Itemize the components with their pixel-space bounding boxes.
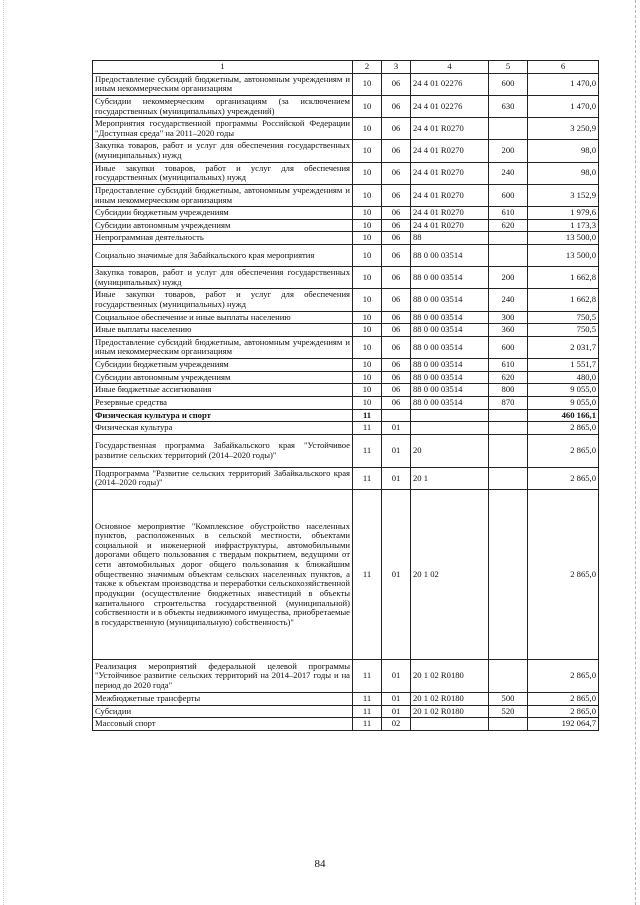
cell-c2: 10 [353,311,382,324]
cell-c3: 01 [382,693,411,706]
cell-name: Физическая культура и спорт [93,409,353,422]
cell-c2: 10 [353,219,382,232]
cell-name: Иные выплаты населению [93,324,353,337]
cell-c3: 01 [382,705,411,718]
table-row [93,162,599,184]
cell-c6: 1 979,6 [528,207,599,220]
cell-c2: 10 [353,396,382,409]
cell-name: Предоставление субсидий бюджетным, автономным учреждениям и иным некоммерческим организациям [93,336,353,358]
cell-c4: 88 0 00 03514 [411,245,489,267]
cell-c3: 01 [382,660,411,693]
table-row [93,409,599,422]
cell-c4: 20 1 02 R0180 [411,693,489,706]
cell-c5: 870 [489,396,528,409]
cell-c3: 06 [382,371,411,384]
table-row [93,118,599,140]
cell-c5: 240 [489,289,528,311]
cell-c5: 610 [489,359,528,372]
cell-c3: 06 [382,267,411,289]
cell-c6: 1 662,8 [528,289,599,311]
cell-c6: 2 031,7 [528,336,599,358]
cell-c2: 10 [353,336,382,358]
cell-c6: 2 865,0 [528,422,599,435]
cell-c6: 9 055,0 [528,384,599,397]
cell-c2: 10 [353,371,382,384]
cell-c5: 610 [489,207,528,220]
cell-c3: 06 [382,336,411,358]
cell-name: Межбюджетные трансферты [93,693,353,706]
cell-c2: 11 [353,434,382,467]
cell-c4: 24 4 01 R0270 [411,118,489,140]
cell-c5: 300 [489,311,528,324]
cell-c2: 10 [353,324,382,337]
cell-c5: 200 [489,267,528,289]
table-row [93,73,599,95]
cell-c6: 13 500,0 [528,245,599,267]
table-row [93,267,599,289]
cell-c3: 06 [382,95,411,117]
cell-name: Субсидии [93,705,353,718]
table-row [93,324,599,337]
cell-c2: 10 [353,384,382,397]
cell-name: Субсидии автономным учреждениям [93,219,353,232]
cell-c3: 06 [382,245,411,267]
cell-name: Субсидии бюджетным учреждениям [93,359,353,372]
header-col-6: 6 [528,61,599,74]
cell-c4: 88 0 00 03514 [411,336,489,358]
cell-name: Закупка товаров, работ и услуг для обеспечения государственных (муниципальных) нужд [93,267,353,289]
cell-c3: 02 [382,718,411,731]
cell-c5: 600 [489,73,528,95]
cell-c6: 2 865,0 [528,434,599,467]
cell-c4: 88 0 00 03514 [411,384,489,397]
cell-c2: 11 [353,467,382,489]
cell-c2: 10 [353,359,382,372]
page-number: 84 [314,858,326,870]
header-col-4: 4 [411,61,489,74]
table-row [93,232,599,245]
cell-c2: 10 [353,267,382,289]
cell-c4: 24 4 01 R0270 [411,184,489,206]
header-col-5: 5 [489,61,528,74]
table-row [93,289,599,311]
cell-c6: 750,5 [528,324,599,337]
cell-c5 [489,467,528,489]
cell-c4 [411,718,489,731]
cell-name: Физическая культура [93,422,353,435]
scan-edge-left [3,0,4,905]
table-row [93,219,599,232]
cell-c4: 88 0 00 03514 [411,396,489,409]
cell-c2: 10 [353,289,382,311]
cell-c4: 20 1 02 R0180 [411,660,489,693]
cell-c6: 480,0 [528,371,599,384]
cell-c6: 3 152,9 [528,184,599,206]
cell-c2: 10 [353,207,382,220]
table-row [93,384,599,397]
cell-c5: 600 [489,184,528,206]
cell-c3: 06 [382,140,411,162]
cell-c3 [382,409,411,422]
cell-c3: 06 [382,232,411,245]
cell-c2: 11 [353,718,382,731]
table-row [93,95,599,117]
cell-name: Непрограммная деятельность [93,232,353,245]
cell-c4: 20 1 02 R0180 [411,705,489,718]
cell-c5 [489,232,528,245]
cell-c5: 520 [489,705,528,718]
cell-c2: 11 [353,490,382,660]
cell-c3: 01 [382,422,411,435]
cell-c4 [411,409,489,422]
cell-c5: 200 [489,140,528,162]
table-row [93,140,599,162]
cell-c2: 10 [353,140,382,162]
cell-c3: 01 [382,434,411,467]
cell-c4: 88 0 00 03514 [411,267,489,289]
cell-c3: 06 [382,207,411,220]
cell-c4: 24 4 01 R0270 [411,140,489,162]
cell-name: Иные закупки товаров, работ и услуг для обеспечения государственных (муниципальных) нужд [93,289,353,311]
cell-c6: 2 865,0 [528,467,599,489]
cell-c5: 620 [489,219,528,232]
cell-c6: 192 064,7 [528,718,599,731]
table-row [93,184,599,206]
cell-c4: 24 4 01 R0270 [411,207,489,220]
cell-c2: 11 [353,409,382,422]
cell-c6: 2 865,0 [528,693,599,706]
cell-c3: 06 [382,184,411,206]
table-row [93,207,599,220]
cell-name: Иные закупки товаров, работ и услуг для обеспечения государственных (муниципальных) нужд [93,162,353,184]
header-col-3: 3 [382,61,411,74]
cell-c3: 06 [382,384,411,397]
cell-c4: 24 4 01 02276 [411,95,489,117]
cell-c6: 1 470,0 [528,95,599,117]
table-row [93,336,599,358]
cell-c6: 750,5 [528,311,599,324]
table-row [93,422,599,435]
cell-name: Субсидии некоммерческим организациям (за исключением государственных (муниципальных) учреждений) [93,95,353,117]
cell-c5: 500 [489,693,528,706]
header-col-1: 1 [93,61,353,74]
cell-c5 [489,118,528,140]
table-header-row [93,61,599,74]
header-col-2: 2 [353,61,382,74]
cell-name: Государственная программа Забайкальского края "Устойчивое развитие сельских территорий (2014–2020 годы)" [93,434,353,467]
cell-c5 [489,409,528,422]
table-row [93,705,599,718]
cell-name: Основное мероприятие "Комплексное обустройство населенных пунктов, расположенных в сельской местности, объектами социальной и инженерной инфраструктуры, автомобильными дорогами общего пользования с твердым покрытием, ведущими от сети автомобильных дорог общего пользования к ближайшим общественно значимым объектам сельских населенных пунктов, а также к объектам производства и переработки сельскохозяйственной продукции (осуществление бюджетных инвестиций в объекты капитального строительства государственной (муниципальной) собственности и в объекты недвижимого имущества, приобретаемые в государственную (муниципальную) собственность)" [93,490,353,660]
cell-c2: 11 [353,693,382,706]
cell-c3: 06 [382,396,411,409]
cell-c2: 11 [353,660,382,693]
table-row [93,311,599,324]
cell-name: Закупка товаров, работ и услуг для обеспечения государственных (муниципальных) нужд [93,140,353,162]
cell-c5: 620 [489,371,528,384]
table-row [93,693,599,706]
cell-c4: 88 0 00 03514 [411,289,489,311]
table-row [93,396,599,409]
cell-c6: 9 055,0 [528,396,599,409]
cell-c6: 2 865,0 [528,660,599,693]
cell-c4: 20 1 02 [411,490,489,660]
cell-c5 [489,660,528,693]
cell-c6: 460 166,1 [528,409,599,422]
cell-c2: 10 [353,184,382,206]
cell-name: Субсидии автономным учреждениям [93,371,353,384]
cell-name: Мероприятия государственной программы Российской Федерации "Доступная среда" на 2011–2020 годы [93,118,353,140]
scan-edge-right [635,0,636,905]
table-row [93,371,599,384]
cell-c3: 06 [382,359,411,372]
table-row [93,467,599,489]
table-row [93,434,599,467]
cell-c4 [411,422,489,435]
cell-name: Предоставление субсидий бюджетным, автономным учреждениям и иным некоммерческим организациям [93,73,353,95]
cell-c3: 06 [382,289,411,311]
cell-name: Резервные средства [93,396,353,409]
cell-name: Социальное обеспечение и иные выплаты населению [93,311,353,324]
cell-c5 [489,490,528,660]
cell-c6: 1 551,7 [528,359,599,372]
table-row [93,660,599,693]
cell-c6: 98,0 [528,162,599,184]
cell-c4: 88 [411,232,489,245]
cell-c4: 24 4 01 02276 [411,73,489,95]
cell-c5: 360 [489,324,528,337]
cell-name: Подпрограмма "Развитие сельских территорий Забайкальского края (2014–2020 годы)" [93,467,353,489]
cell-c3: 06 [382,118,411,140]
cell-c6: 2 865,0 [528,490,599,660]
cell-c4: 88 0 00 03514 [411,359,489,372]
cell-c5 [489,245,528,267]
cell-c2: 11 [353,422,382,435]
budget-table [92,60,599,731]
cell-name: Реализация мероприятий федеральной целевой программы "Устойчивое развитие сельских территорий на 2014–2017 годы и на период до 2020 года" [93,660,353,693]
cell-c2: 10 [353,162,382,184]
cell-c2: 10 [353,245,382,267]
cell-c2: 11 [353,705,382,718]
table-row [93,359,599,372]
table-row [93,718,599,731]
cell-c6: 1 662,8 [528,267,599,289]
cell-c2: 10 [353,118,382,140]
cell-c6: 1 470,0 [528,73,599,95]
cell-c3: 06 [382,73,411,95]
cell-c6: 98,0 [528,140,599,162]
cell-name: Субсидии бюджетным учреждениям [93,207,353,220]
cell-c4: 88 0 00 03514 [411,371,489,384]
cell-c4: 20 [411,434,489,467]
cell-c5: 800 [489,384,528,397]
cell-c4: 24 4 01 R0270 [411,219,489,232]
table-row [93,490,599,660]
cell-name: Иные бюджетные ассигнования [93,384,353,397]
cell-name: Предоставление субсидий бюджетным, автономным учреждениям и иным некоммерческим организациям [93,184,353,206]
cell-c2: 10 [353,232,382,245]
cell-c3: 06 [382,311,411,324]
cell-c5: 600 [489,336,528,358]
cell-c3: 01 [382,467,411,489]
cell-c3: 01 [382,490,411,660]
cell-c5: 240 [489,162,528,184]
cell-c2: 10 [353,95,382,117]
cell-c6: 13 500,0 [528,232,599,245]
cell-name: Массовый спорт [93,718,353,731]
table-row [93,245,599,267]
budget-table-body [93,61,599,731]
cell-c5 [489,718,528,731]
cell-c4: 88 0 00 03514 [411,324,489,337]
cell-c3: 06 [382,219,411,232]
cell-c3: 06 [382,162,411,184]
cell-c5 [489,422,528,435]
cell-c6: 1 173,3 [528,219,599,232]
cell-c4: 88 0 00 03514 [411,311,489,324]
cell-c4: 24 4 01 R0270 [411,162,489,184]
cell-c4: 20 1 [411,467,489,489]
cell-c5 [489,434,528,467]
cell-c2: 10 [353,73,382,95]
cell-c6: 2 865,0 [528,705,599,718]
cell-c6: 3 250,9 [528,118,599,140]
cell-c3: 06 [382,324,411,337]
cell-c5: 630 [489,95,528,117]
cell-name: Социально значимые для Забайкальского края мероприятия [93,245,353,267]
